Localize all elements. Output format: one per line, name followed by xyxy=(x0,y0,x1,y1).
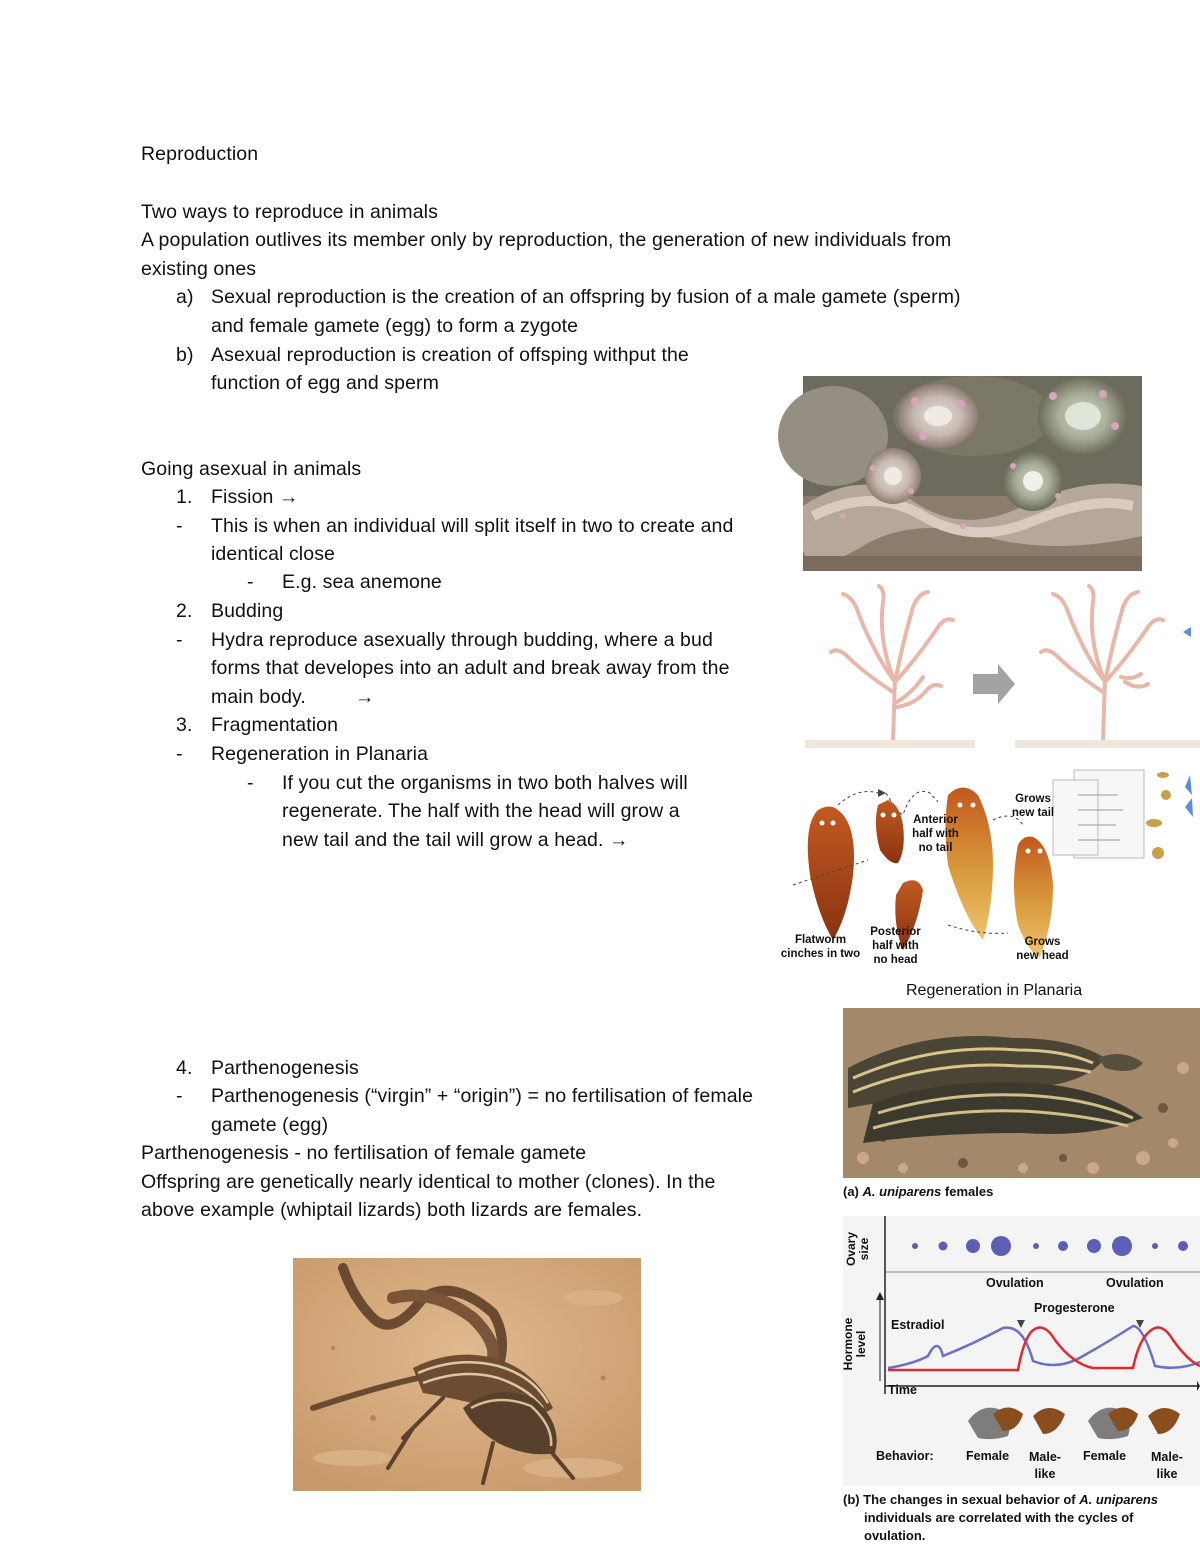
hormone-label-line: level xyxy=(854,1330,868,1358)
list-item: and female gamete (egg) to form a zygote xyxy=(211,315,579,337)
list-marker: 1. xyxy=(176,486,193,508)
hormone-behavior-chart xyxy=(843,1216,1200,1486)
summary-line: Offspring are genetically nearly identical to mother (clones). In the xyxy=(141,1171,716,1193)
fragmentation-sub: Regeneration in Planaria xyxy=(211,743,429,765)
fragmentation-title: Fragmentation xyxy=(211,714,339,736)
arrow-glyph: → xyxy=(355,686,375,708)
list-marker: 2. xyxy=(176,600,193,622)
label-estradiol: Estradiol xyxy=(891,1318,945,1332)
ovary-label-line: size xyxy=(857,1237,871,1261)
planaria-regeneration-diagram xyxy=(778,765,1200,970)
fragmentation-desc: regenerate. The half with the head will grow a xyxy=(282,800,680,822)
hormone-label-line: Hormone xyxy=(841,1317,855,1371)
budding-desc: Hydra reproduce asexually through budding, where a bud xyxy=(211,629,713,651)
budding-desc: main body. xyxy=(211,686,306,708)
fission-title: Fission → xyxy=(211,486,299,508)
list-item: Asexual reproduction is creation of offsping withput the xyxy=(211,344,689,366)
parthenogenesis-desc: Parthenogenesis (“virgin” + “origin”) = no fertilisation of female xyxy=(211,1085,754,1107)
budding-title: Budding xyxy=(211,600,284,622)
hormone-level-label xyxy=(841,1306,881,1386)
section-heading-asexual: Going asexual in animals xyxy=(141,458,362,480)
label-posterior: no head xyxy=(873,954,918,966)
parthenogenesis-desc: gamete (egg) xyxy=(211,1114,329,1136)
dash-marker: - xyxy=(176,743,183,765)
label-behavior: Behavior: xyxy=(876,1449,934,1463)
list-marker: b) xyxy=(176,344,194,366)
list-item: Sexual reproduction is the creation of an offspring by fusion of a male gamete (sperm) xyxy=(211,286,961,308)
parthenogenesis-title: Parthenogenesis xyxy=(211,1057,359,1079)
fission-example: E.g. sea anemone xyxy=(282,571,442,593)
label-posterior: Posterior xyxy=(870,926,921,938)
mating-lizards-photo xyxy=(293,1258,641,1491)
label-grows-tail: Grows xyxy=(1015,793,1051,805)
label-posterior: half with xyxy=(872,940,919,952)
label-time: Time xyxy=(888,1383,917,1397)
label-grows-head: Grows xyxy=(1024,936,1061,948)
summary-line: Parthenogenesis - no fertilisation of female gamete xyxy=(141,1142,587,1164)
list-marker: 4. xyxy=(176,1057,193,1079)
ovary-label-line: Ovary xyxy=(844,1231,858,1267)
label-behavior-female: Female xyxy=(966,1449,1010,1463)
label-anterior: no tail xyxy=(918,842,953,854)
dash-marker: - xyxy=(176,515,183,537)
intro-line: existing ones xyxy=(141,258,257,280)
fragmentation-desc: new tail and the tail will grow a head. → xyxy=(282,829,629,851)
fission-desc: This is when an individual will split itself in two to create and xyxy=(211,515,734,537)
dash-marker: - xyxy=(176,629,183,651)
list-marker: 3. xyxy=(176,714,193,736)
caption-a: (a) A. uniparens females xyxy=(843,1184,994,1199)
page-title: Reproduction xyxy=(141,143,259,165)
label-flatworm: Flatworm xyxy=(794,934,847,946)
label-ovulation-2: Ovulation xyxy=(1106,1276,1164,1290)
summary-line: above example (whiptail lizards) both lizards are females. xyxy=(141,1199,643,1221)
ovary-size-label xyxy=(841,1226,881,1276)
label-anterior: Anterior xyxy=(913,814,958,826)
intro-line: A population outlives its member only by reproduction, the generation of new individuals from xyxy=(141,229,952,251)
fragmentation-desc: If you cut the organisms in two both halves will xyxy=(282,772,688,794)
dash-marker: - xyxy=(247,772,254,794)
label-ovulation-1: Ovulation xyxy=(986,1276,1044,1290)
whiptail-lizards-photo xyxy=(843,1008,1200,1178)
caption-b: (b) The changes in sexual behavior of A. uniparens individuals are correlated with the cycles of ovulation. xyxy=(843,1492,1159,1543)
fission-desc: identical close xyxy=(211,543,335,565)
dash-marker: - xyxy=(247,571,254,593)
label-behavior-male-like: Male- like xyxy=(1029,1450,1061,1481)
hydra-budding-diagram xyxy=(803,582,1200,752)
section-heading-two-ways: Two ways to reproduce in animals xyxy=(141,201,438,223)
planaria-caption: Regeneration in Planaria xyxy=(906,982,1083,999)
label-behavior-male-like: Male- like xyxy=(1151,1450,1183,1481)
label-progesterone: Progesterone xyxy=(1034,1301,1115,1315)
label-anterior: half with xyxy=(912,828,959,840)
label-grows-head: new head xyxy=(1016,950,1069,962)
list-item: function of egg and sperm xyxy=(211,372,439,394)
dash-marker: - xyxy=(176,1085,183,1107)
label-grows-tail: new tail xyxy=(1011,807,1055,819)
list-marker: a) xyxy=(176,286,194,308)
label-flatworm: cinches in two xyxy=(780,948,861,960)
label-behavior-female: Female xyxy=(1083,1449,1127,1463)
budding-desc: forms that developes into an adult and break away from the xyxy=(211,657,730,679)
sea-anemone-photo xyxy=(803,376,1142,571)
